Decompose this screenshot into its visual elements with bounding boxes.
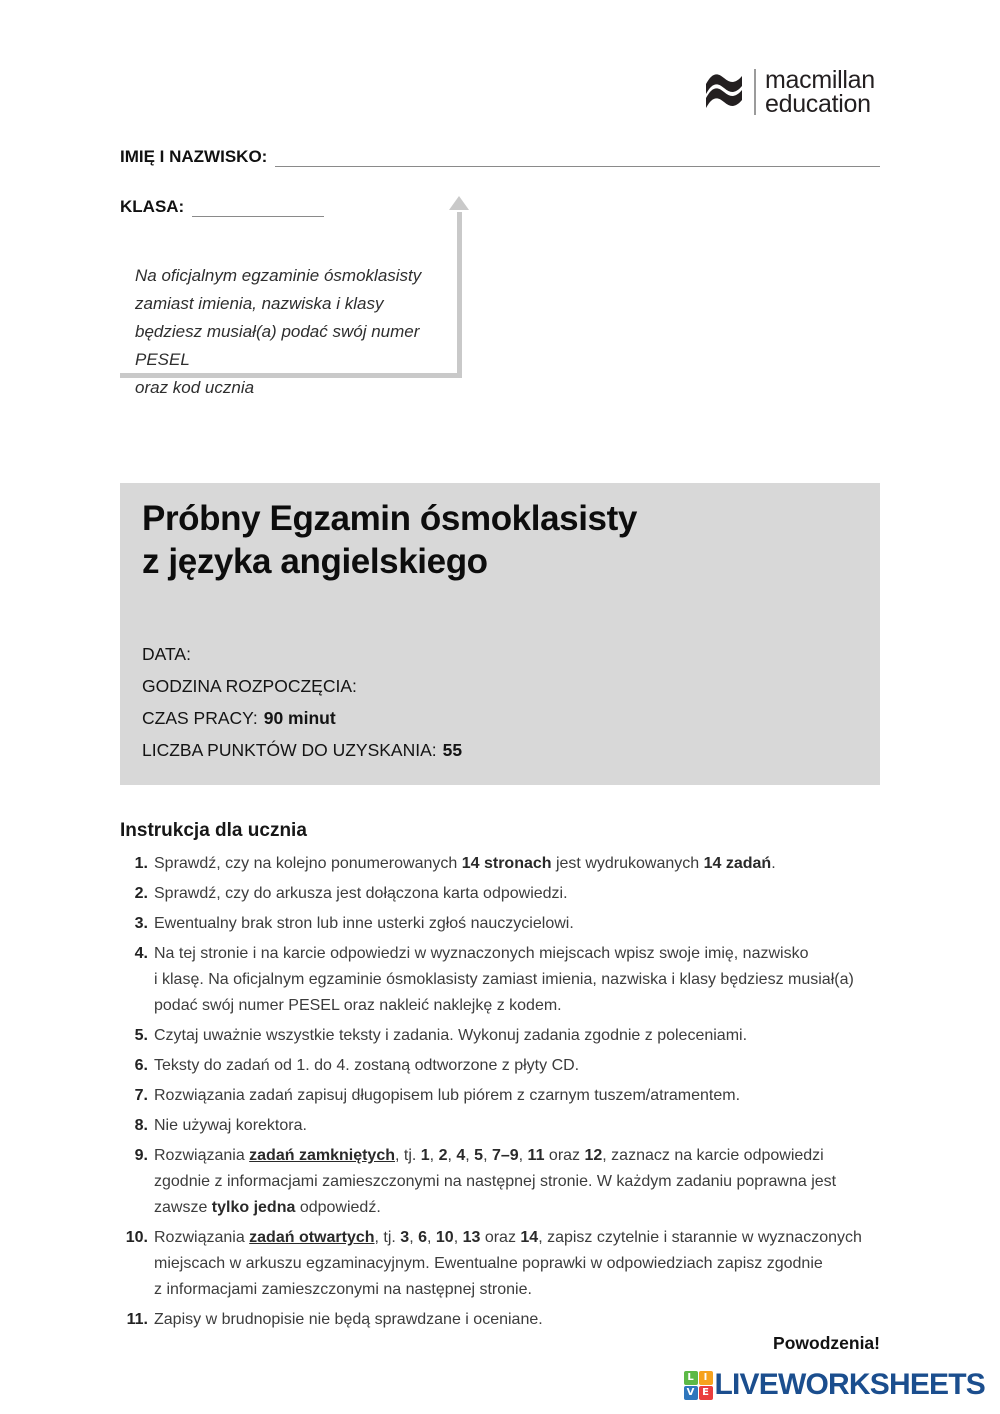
instruction-item: [120, 1225, 882, 1303]
meta-label: CZAS PRACY:: [142, 708, 258, 728]
instruction-item: [120, 851, 882, 877]
instruction-text: Zapisy w brudnopisie nie będą sprawdzane i oceniane.: [154, 1311, 543, 1328]
pesel-note-line: zamiast imienia, nazwiska i klasy: [135, 294, 384, 313]
instruction-item: [120, 911, 882, 937]
exam-title-line-1: Próbny Egzamin ósmoklasisty: [142, 499, 637, 538]
instruction-text: Ewentualny brak stron lub inne usterki zgłoś nauczycielowi.: [154, 915, 574, 932]
liveworksheets-tile-v: V: [684, 1386, 698, 1400]
exam-title: [142, 497, 860, 583]
instruction-text: Nie używaj korektora.: [154, 1117, 307, 1134]
instruction-number: 5.: [134, 1027, 148, 1044]
instruction-number: 11.: [126, 1311, 148, 1328]
instruction-text: Sprawdź, czy do arkusza jest dołączona karta odpowiedzi.: [154, 885, 568, 902]
exam-meta-row: [142, 638, 462, 670]
instruction-number: 4.: [134, 945, 148, 962]
liveworksheets-tile-i: I: [699, 1371, 713, 1385]
instruction-text: Sprawdź, czy na kolejno ponumerowanych 14 stronach jest wydrukowanych 14 zadań.: [154, 855, 776, 872]
pesel-note: [135, 262, 450, 402]
instruction-number: 10.: [125, 1229, 148, 1246]
name-label: IMIĘ I NAZWISKO:: [120, 147, 268, 166]
instruction-item: [120, 1113, 882, 1139]
brand-line-2: education: [765, 90, 871, 118]
instruction-item: [120, 1307, 882, 1333]
instruction-number: 7.: [134, 1087, 148, 1104]
instruction-number: 3.: [134, 915, 148, 932]
meta-value: 55: [442, 740, 463, 760]
meta-label: LICZBA PUNKTÓW DO UZYSKANIA:: [142, 740, 437, 760]
instruction-text: Teksty do zadań od 1. do 4. zostaną odtworzone z płyty CD.: [154, 1057, 580, 1074]
liveworksheets-logo[interactable]: [684, 1368, 986, 1402]
instructions-list: [120, 851, 882, 1337]
instructions-heading: Instrukcja dla ucznia: [120, 820, 307, 841]
instruction-item: [120, 941, 882, 1019]
instruction-item: [120, 1143, 882, 1221]
pesel-note-line: Na oficjalnym egzaminie ósmoklasisty: [135, 266, 422, 285]
instruction-number: 1.: [134, 855, 148, 872]
meta-label: GODZINA ROZPOCZĘCIA:: [142, 676, 357, 696]
pesel-note-line: oraz kod ucznia: [135, 378, 255, 397]
liveworksheets-tile-l: L: [684, 1371, 698, 1385]
arrow-up-icon: [449, 196, 469, 210]
instruction-item: [120, 1083, 882, 1109]
instruction-text: Na tej stronie i na karcie odpowiedzi w wyznaczonych miejscach wpisz swoje imię, nazwisko i klasę. Na oficjalnym egzaminie ósmoklasisty zamiast imienia, nazwiska i klasy będziesz musiał(a) podać swój numer PESEL oraz nakleić naklejkę z kodem.: [154, 945, 854, 1014]
class-label: KLASA:: [120, 197, 185, 216]
pesel-note-line: będziesz musiał(a) podać swój numer PESEL: [135, 322, 420, 369]
name-input-line[interactable]: [275, 146, 880, 167]
exam-meta-row: [142, 670, 462, 702]
meta-value: 90 minut: [263, 708, 336, 728]
instruction-item: [120, 1053, 882, 1079]
liveworksheets-wordmark: LIVEWORKSHEETS: [714, 1368, 985, 1401]
exam-title-line-2: z języka angielskiego: [142, 542, 488, 581]
logo-divider: [754, 69, 756, 115]
good-luck-text: Powodzenia!: [773, 1333, 880, 1353]
meta-label: DATA:: [142, 644, 191, 664]
instruction-number: 2.: [134, 885, 148, 902]
exam-meta-row: [142, 734, 462, 766]
instruction-number: 9.: [134, 1147, 148, 1164]
instruction-item: [120, 1023, 882, 1049]
instruction-text: Rozwiązania zadań zamkniętych, tj. 1, 2, 4, 5, 7–9, 11 oraz 12, zaznacz na karcie odpowiedzi zgodnie z informacjami zamieszczonymi na następnej stronie. W każdym zadaniu poprawna jest zawsze tylko jedna odpowiedź.: [154, 1147, 837, 1216]
macmillan-logo: [703, 68, 875, 116]
exam-title-box: [120, 483, 880, 785]
liveworksheets-tiles-icon: [684, 1371, 713, 1400]
macmillan-waves-icon: [703, 69, 745, 115]
brand-line-1: macmillan: [765, 66, 875, 94]
instruction-text: Rozwiązania zadań zapisuj długopisem lub piórem z czarnym tuszem/atramentem.: [154, 1087, 741, 1104]
instruction-text: Czytaj uważnie wszystkie teksty i zadania. Wykonuj zadania zgodnie z poleceniami.: [154, 1027, 748, 1044]
instruction-text: Rozwiązania zadań otwartych, tj. 3, 6, 10, 13 oraz 14, zapisz czytelnie i starannie w wyznaczonych miejscach w arkuszu egzaminacyjnym. Ewentualne poprawki w odpowiedziach zapisz zgodnie z informacjami zamieszczonymi na następnej stronie.: [154, 1229, 862, 1298]
exam-meta-row: [142, 702, 462, 734]
instruction-number: 8.: [134, 1117, 148, 1134]
brand-wordmark: [765, 68, 875, 116]
instruction-item: [120, 881, 882, 907]
liveworksheets-tile-e: E: [699, 1386, 713, 1400]
exam-meta-list: [142, 638, 462, 766]
name-field-row: [120, 146, 880, 167]
instruction-number: 6.: [134, 1057, 148, 1074]
